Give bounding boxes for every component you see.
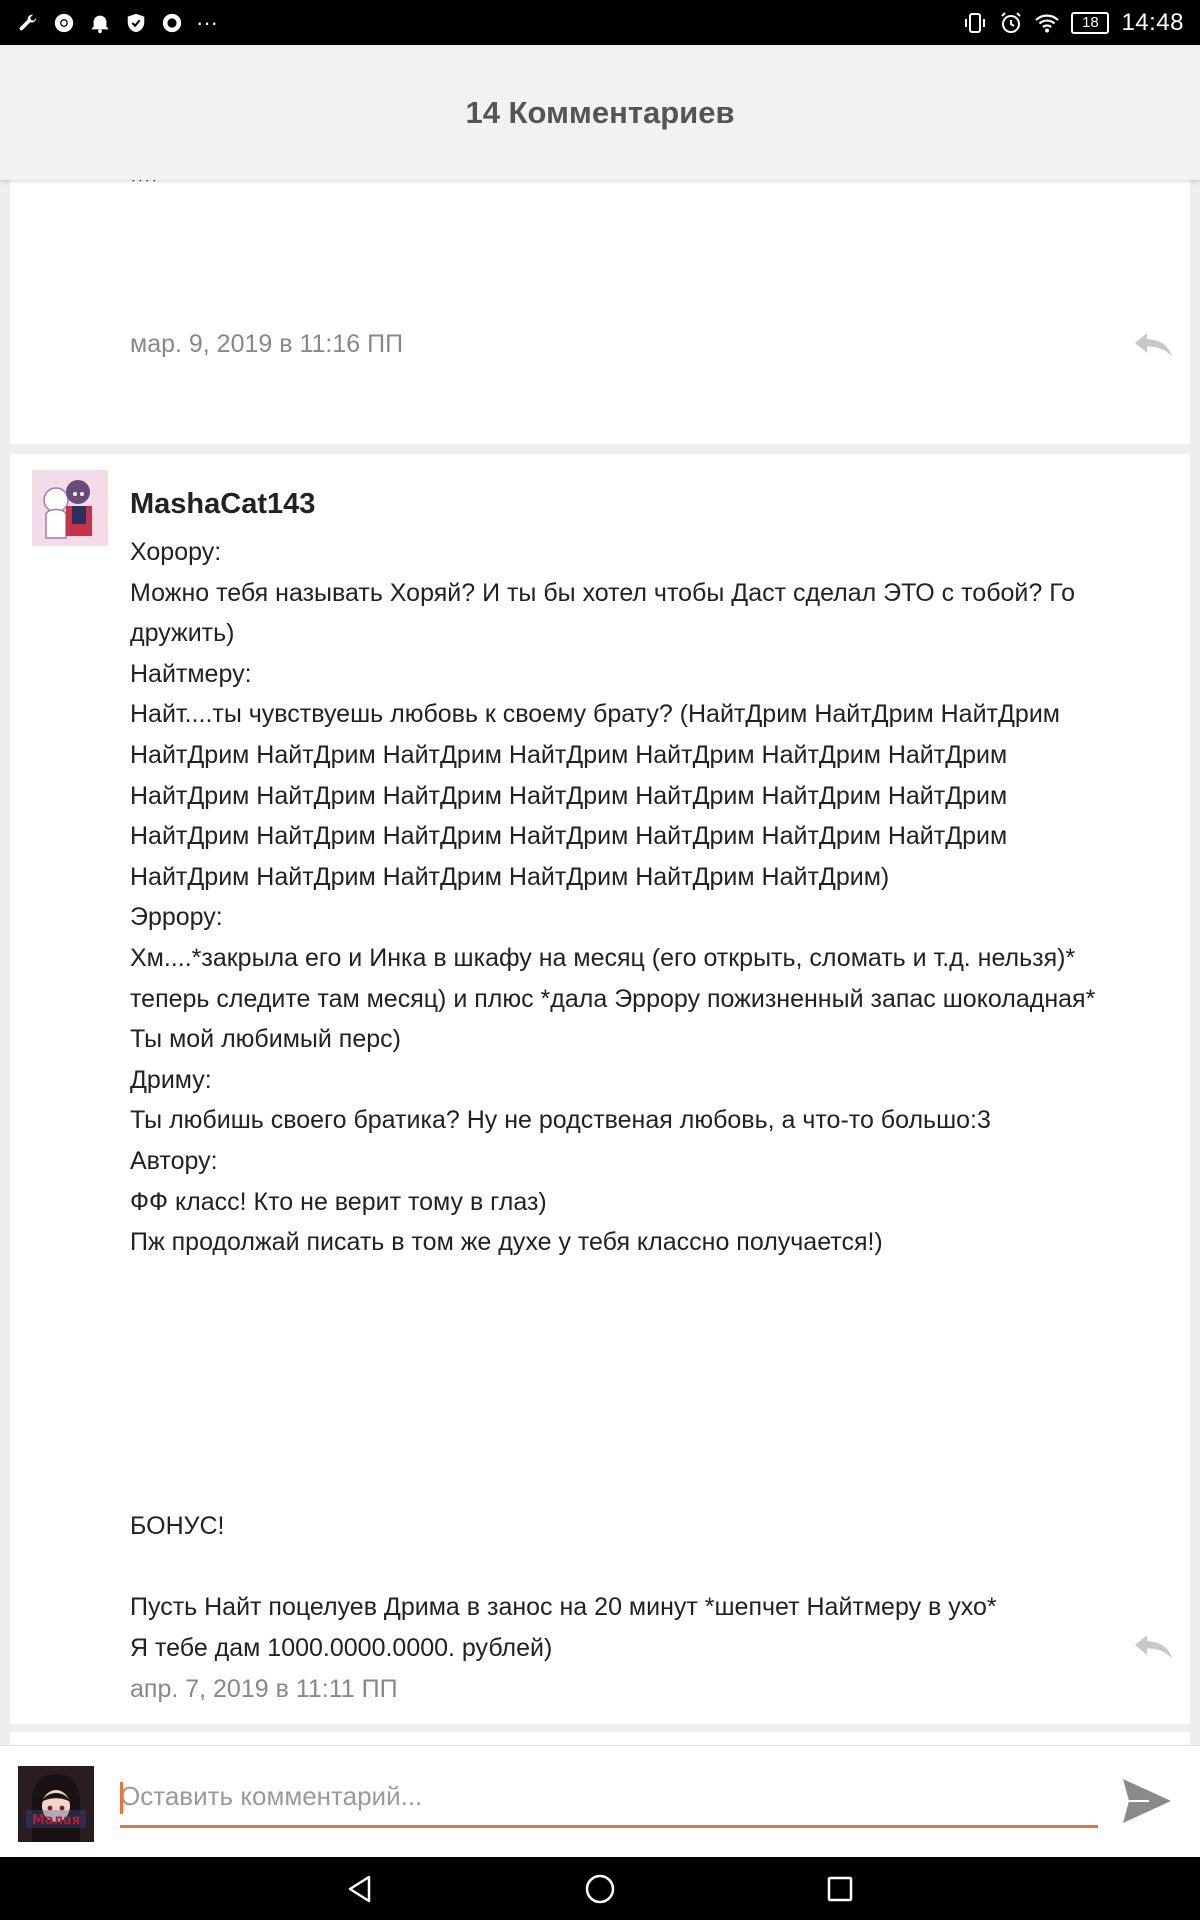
messenger-icon bbox=[160, 11, 184, 35]
comment-text-line bbox=[130, 1425, 1150, 1466]
comments-feed[interactable] bbox=[0, 180, 1200, 1745]
comment-text-line bbox=[130, 1547, 1150, 1588]
reply-button[interactable] bbox=[1132, 330, 1176, 360]
comment-text-line: ФФ класс! Кто не верит тому в глаз) bbox=[130, 1187, 547, 1216]
comment-text-line: Ты мой любимый перс) bbox=[130, 1025, 401, 1054]
text-caret bbox=[120, 1782, 123, 1814]
comment-text-line: Эррору: bbox=[130, 903, 223, 932]
comment-text-line: НайтДрим НайтДрим НайтДрим НайтДрим НайтДрим НайтДрим НайтДрим bbox=[130, 822, 1008, 851]
wifi-icon bbox=[1035, 11, 1059, 35]
comment-card bbox=[10, 454, 1190, 1724]
comment-text-line: Пж продолжай писать в том же духе у тебя классно получается!) bbox=[130, 1228, 883, 1257]
comment-text-line: Я тебе дам 1000.0000.0000. рублей) bbox=[130, 1634, 553, 1663]
status-time: 14:48 bbox=[1121, 8, 1184, 36]
my-avatar[interactable] bbox=[18, 1766, 94, 1842]
comment-text-line: Найтмеру: bbox=[130, 659, 252, 688]
comment-input-wrap bbox=[120, 1768, 1098, 1828]
comment-input[interactable] bbox=[120, 1768, 1098, 1825]
avatar[interactable] bbox=[32, 470, 108, 546]
home-icon[interactable] bbox=[580, 1869, 620, 1909]
comment-text-line bbox=[130, 1263, 1150, 1304]
comment-input-bar bbox=[0, 1745, 1200, 1857]
navigation-bar bbox=[0, 1857, 1200, 1920]
status-overflow: ··· bbox=[196, 9, 218, 35]
shield-icon bbox=[124, 11, 148, 35]
comment-text-line: Можно тебя называть Хоряй? И ты бы хотел чтобы Даст сделал ЭТО с тобой? Го bbox=[130, 578, 1076, 607]
page-title: 14 Комментариев bbox=[465, 94, 735, 130]
comment-text-line: дружить) bbox=[130, 619, 235, 648]
comment-text-line: Дриму: bbox=[130, 1065, 212, 1094]
status-right bbox=[963, 9, 1184, 37]
comment-text-line: Хорору: bbox=[130, 538, 222, 566]
comment-text-line bbox=[130, 1384, 1150, 1425]
comment-text-line: НайтДрим НайтДрим НайтДрим НайтДрим НайтДрим НайтДрим НайтДрим bbox=[130, 740, 1008, 769]
back-icon[interactable] bbox=[340, 1869, 380, 1909]
comment-text-line: Автору: bbox=[130, 1146, 218, 1175]
comment-body bbox=[130, 486, 1150, 1709]
comment-text-line: теперь следите там месяц) и плюс *дала Эррору пожизненный запас шоколадная* bbox=[130, 984, 1096, 1013]
comment-text-line: БОНУС! bbox=[130, 1512, 225, 1541]
comment-text-line: Найт....ты чувствуешь любовь к своему брату? (НайтДрим НайтДрим НайтДрим bbox=[130, 700, 1060, 729]
comment-timestamp: апр. 7, 2019 в 11:11 ПП bbox=[130, 1674, 398, 1703]
alarm-icon bbox=[999, 11, 1023, 35]
status-left bbox=[16, 10, 218, 36]
wrench-icon bbox=[16, 11, 40, 35]
comment-text-line: НайтДрим НайтДрим НайтДрим НайтДрим НайтДрим НайтДрим НайтДрим bbox=[130, 781, 1008, 810]
reply-button[interactable] bbox=[1132, 1632, 1176, 1662]
alarm-app-icon bbox=[88, 11, 112, 35]
chrome-icon bbox=[52, 11, 76, 35]
comment-text-line bbox=[130, 1466, 1150, 1507]
comment-timestamp: мар. 9, 2019 в 11:16 ПП bbox=[130, 330, 404, 358]
comment-text bbox=[130, 532, 1150, 1669]
comment-text-line bbox=[130, 1303, 1150, 1344]
comment-card bbox=[10, 150, 1190, 444]
comment-text-line: Хм....*закрыла его и Инка в шкафу на месяц (его открыть, сломать и т.д. нельзя)* bbox=[130, 943, 1076, 972]
my-avatar-text: Малая bbox=[31, 1813, 81, 1828]
send-icon bbox=[1120, 1776, 1174, 1826]
vibrate-icon bbox=[963, 11, 987, 35]
comment-text-line: НайтДрим НайтДрим НайтДрим НайтДрим НайтДрим НайтДрим) bbox=[130, 862, 890, 891]
send-button[interactable] bbox=[1120, 1776, 1174, 1826]
comment-text-line bbox=[130, 1344, 1150, 1385]
comment-author[interactable]: MashaCat143 bbox=[130, 488, 316, 520]
status-bar bbox=[0, 0, 1200, 45]
comment-text-line: Ты любишь своего братика? Ну не родственая любовь, а что-то большо:3 bbox=[130, 1106, 991, 1135]
recents-icon[interactable] bbox=[820, 1869, 860, 1909]
comment-text-line: Пусть Найт поцелуев Дрима в занос на 20 минут *шепчет Найтмеру в ухо* bbox=[130, 1593, 997, 1622]
battery-icon: 18 bbox=[1071, 12, 1109, 34]
comments-header bbox=[0, 45, 1200, 180]
